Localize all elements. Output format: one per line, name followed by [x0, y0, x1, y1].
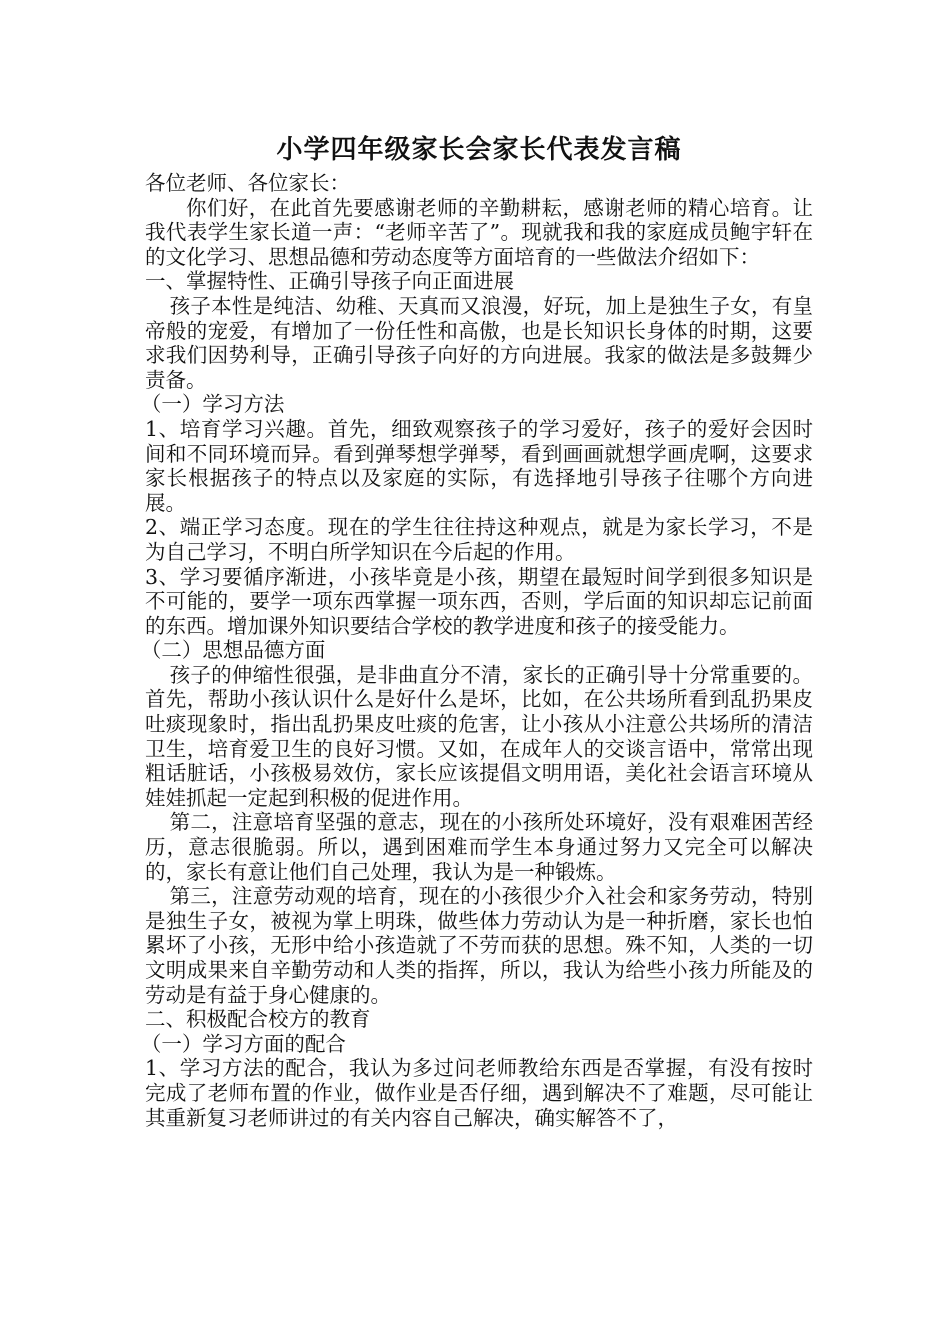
paragraph-nature: 孩子本性是纯洁、幼稚、天真而又浪漫，好玩，加上是独生子女，有皇帝般的宠爱，有增加了一份任性和高傲，也是长知识长身体的时期，这要求我们因势利导，正确引导孩子向好的方向进展。我家的做法是多鼓舞少责备。: [145, 293, 813, 392]
section-heading-1: 一、掌握特性、正确引导孩子向正面进展: [145, 269, 514, 294]
subsection-heading-study-method: （一）学习方法: [140, 392, 285, 417]
paragraph-greeting: 各位老师、各位家长：: [145, 171, 350, 195]
document-body: [140, 133, 813, 1130]
document-title: 小学四年级家长会家长代表发言稿: [276, 135, 682, 165]
paragraph-willpower: 第二，注意培育坚强的意志，现在的小孩所处环境好，没有艰难困苦经历，意志很脆弱。所以，遇到困难而学生本身通过努力又完全可以解决的，家长有意让他们自己处理，我认为是一种锻炼。: [145, 810, 813, 884]
paragraph-intro: 你们好，在此首先要感谢老师的辛勤耕耘，感谢老师的精心培育。让我代表学生家长道一声：“老师辛苦了”。现就我和我的家庭成员鲍宇轩在的文化学习、思想品德和劳动态度等方面培育的一些做法介绍如下：: [145, 195, 813, 269]
paragraph-method-cooperation: 1、学习方法的配合，我认为多过问老师教给东西是否掌握，有没有按时完成了老师布置的作业，做作业是否仔细，遇到解决不了难题，尽可能让其重新复习老师讲过的有关内容自己解决，确实解答不了，: [145, 1056, 813, 1130]
paragraph-guidance: 孩子的伸缩性很强，是非曲直分不清，家长的正确引导十分常重要的。首先，帮助小孩认识什么是好什么是坏，比如，在公共场所看到乱扔果皮吐痰现象时，指出乱扔果皮吐痰的危害，让小孩从小注意公共场所的清洁卫生，培育爱卫生的良好习惯。又如，在成年人的交谈言语中，常常出现粗话脏话，小孩极易效仿，家长应该提倡文明用语，美化社会语言环境从娃娃抓起一定起到积极的促进作用。: [145, 662, 813, 810]
subsection-heading-morality: （二）思想品德方面: [140, 638, 326, 663]
section-heading-2: 二、积极配合校方的教育: [145, 1007, 371, 1032]
paragraph-gradual: 3、学习要循序渐进，小孩毕竟是小孩，期望在最短时间学到很多知识是不可能的，要学一项东西掌握一项东西，否则，学后面的知识却忘记前面的东西。增加课外知识要结合学校的教学进度和孩子的接受能力。: [145, 564, 813, 638]
subsection-heading-study-cooperation: （一）学习方面的配合: [140, 1031, 346, 1056]
paragraph-labor: 第三，注意劳动观的培育，现在的小孩很少介入社会和家务劳动，特别是独生子女，被视为掌上明珠，做些体力劳动认为是一种折磨，家长也怕累坏了小孩，无形中给小孩造就了不劳而获的思想。殊不知，人类的一切文明成果来自辛勤劳动和人类的指挥，所以，我认为给些小孩力所能及的劳动是有益于身心健康的。: [145, 884, 813, 1007]
paragraph-attitude: 2、端正学习态度。现在的学生往往持这种观点，就是为家长学习，不是为自己学习，不明白所学知识在今后起的作用。: [145, 515, 813, 564]
paragraph-interest: 1、培育学习兴趣。首先，细致观察孩子的学习爱好，孩子的爱好会因时间和不同环境而异。看到弹琴想学弹琴，看到画画就想学画虎啊，这要求家长根据孩子的特点以及家庭的实际，有选择地引导孩子往哪个方向进展。: [145, 416, 813, 515]
